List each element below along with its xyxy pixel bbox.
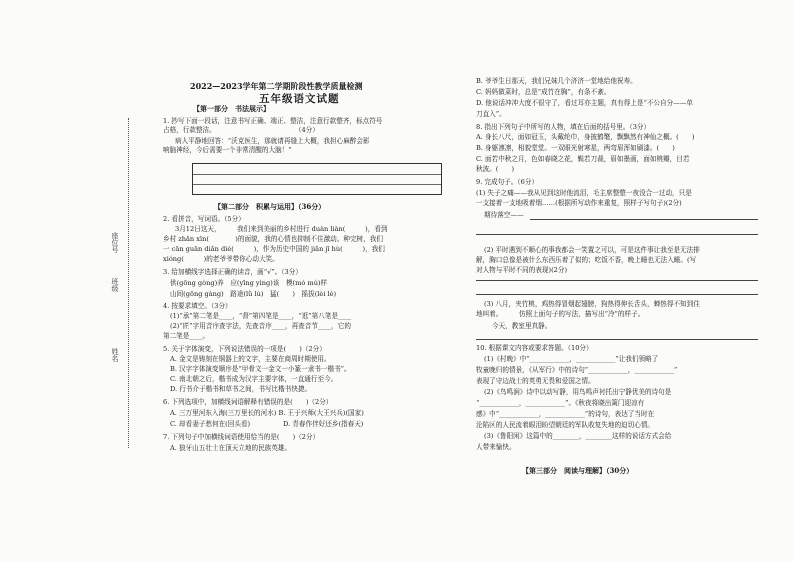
exam-title: 五年级语文试题 — [259, 93, 340, 105]
q4-line: 4. 按要求填空。（3分） — [163, 302, 232, 310]
q9c-line: 地叫着。 仿照上面句子的写法，描写出“冷”的样子。 — [476, 310, 645, 318]
class-label: 班级 — [111, 278, 119, 292]
binding-dotted-line — [128, 118, 129, 448]
q5-line: C. 南北朝之后，楷书成为汉字主要字体，一直通行至今。 — [170, 375, 338, 383]
q7-line: A. 狼牙山五壮士在顶天立地的民族英雄。 — [170, 444, 292, 452]
q10-line: (2)《鸟鸣涧》诗中以动写静，用鸟鸣声衬托出宁静优美的诗句是 — [484, 388, 672, 396]
q8-line: B. 身躯凛凛，相貌堂堂。一双眼光射寒星，两弯眉浑如刷漆。( ) — [476, 144, 675, 152]
q7-cont-line: B. 爷爷生日那天，我们兄妹几个济济一堂地给他祝寿。 — [476, 77, 637, 85]
exam-year-heading: 2022—2023学年第二学期阶段性教学质量检测 — [190, 81, 363, 91]
q10-line: (3)《鲁阳闲》这篇中的________，________这样的说话方式会给 — [484, 432, 672, 440]
q9c-line: (3) 八月，夹竹桃，鸡热得冒烟起翅膀，狗热得伸长舌头，蝉热得不知到住 — [484, 300, 700, 308]
q1-line: 响脑神经，今后需要一个非常清醒的大脑！” — [163, 146, 292, 154]
q9b-answer-line[interactable] — [476, 294, 758, 295]
q7-line: 7. 下列句子中加横线词语使用恰当的是( )（2分） — [163, 433, 320, 441]
q4-line: (1)“承”第二笔是____，“督”第四笔是____，“逛”第八笔是____ — [170, 312, 352, 320]
q4-line: (2)“匠”字用音序查字法，先查音序____，再查音节____，它的 — [170, 322, 351, 330]
q1-line: 占格，行款整洁。 （4分） — [163, 126, 319, 134]
q10-line: 10. 根据课文内容或要求答题。（10分） — [476, 344, 593, 352]
q9b-line: 对人物与平时不同的表现)(2分) — [476, 266, 568, 274]
q10-line: 感》中“____________，____________”的诗句，表达了当时在 — [476, 410, 655, 418]
q9-line: 9. 完成句子。（6分） — [476, 178, 539, 186]
q4-line: 第二笔是____。 — [163, 332, 210, 340]
q3-line: 3. 给加横线字选择正确的读音，画“√”。（3分） — [163, 268, 302, 276]
q5-line: 5. 关于字体演变，下列说法错误的一项是( )（2分） — [163, 345, 326, 353]
q9c-line: 今天，教室里真静。 — [492, 322, 552, 330]
q7-cont-line: D. 他说话冲冲大度不很守了，看过耳亦主题，真有得上是“不公自分——单 — [476, 99, 694, 107]
part3-heading: 【第三部分 阅读与理解】（30分） — [522, 466, 634, 475]
q2-line: xióng( )的老爷爷带你心动大笑。 — [163, 255, 279, 263]
q8-line: A. 身长八尺，面如冠玉，头戴纶巾，身披鹤氅，飘飘然有神仙之概。( ) — [476, 133, 695, 141]
q10-line: 牧童晚归的情景，《从军行》中的诗句“____________，____________” — [476, 366, 678, 374]
q5-line: A. 金文是铸刻在铜器上的文字，主要在商周时期使用。 — [170, 355, 331, 363]
q7-cont-line: 刀直入”。 — [476, 110, 506, 118]
q3-line: 供(gōng gòng)养 应(yīng yìng)该 模(mó mú)样 — [170, 279, 328, 287]
q8-line: 秋波。( ) — [476, 165, 515, 173]
q6-line: A. 三万里河东入海(三万里长的河水) B. 王于兴师(大王兴兵)(国家) — [170, 409, 364, 417]
q10-line: “____________，____________”。《秋夜将晓出篱门迎凉有 — [476, 399, 645, 407]
q8-line: C. 面若中秋之月，色如春晓之花，鬓若刀裁，眉如墨画，面如桃瓣，目若 — [476, 155, 690, 163]
q8-line: 8. 指出下列句子中所写的人物，填在后面的括号里。（3分） — [476, 123, 651, 131]
q2-line: 乡村 zhǎn xīn( )的面貌，我的心情也抑制不住激动。种完树，我们 — [163, 235, 383, 243]
seat-number-label: 座位号 — [111, 232, 119, 253]
q7-cont-line: C. 妈妈做菜时，总是“成竹在胸”，有条不紊。 — [476, 88, 611, 96]
q10-line: 表现了守边战士的英勇无畏和爱国之情。 — [476, 377, 595, 385]
name-label: 姓名 — [111, 348, 119, 362]
q9b-answer-line[interactable] — [476, 280, 758, 281]
q9-answer-line[interactable] — [530, 219, 758, 220]
q9-line: (1) 失子之痛——我从见到这时他流泪，毛主席整整一夜没合一过动，只是 — [476, 189, 692, 197]
q1-line: 病人平静地回答：“沃克医生，那就请再缝上大概，我担心麻醉会影 — [175, 137, 370, 145]
q9b-line: (2) 平时遇到不顺心的事我都会一笑置之可以，可是这件事让我至是无法排 — [484, 246, 700, 254]
part2-heading: 【第二部分 积累与运用】（36分） — [214, 202, 326, 211]
q10-line: 人带来愉快。 — [476, 443, 516, 451]
q6-line: C. 却看妻子愁何在(回头看) D. 青春作伴好还乡(指春天) — [170, 420, 364, 428]
part1-heading: 【第一部分 书法展示】 — [193, 104, 270, 113]
copy-writing-grid[interactable] — [192, 163, 442, 195]
q2-line: 2. 看拼音，写词语。（5分） — [163, 215, 245, 223]
q1-line: 1. 抄写下面一段话，注意书写正确、端正、整洁，注意行款整齐，标点符号 — [163, 117, 383, 125]
q9b-line: 解，胸口总像是被什么东西压着了似的；吃饭不香，晚上睡也无法入睡。(写 — [476, 256, 697, 264]
q9c-answer-line[interactable] — [476, 339, 758, 340]
q5-line: D. 行书介于楷书和草书之间，书写比楷书快捷。 — [170, 385, 312, 393]
q9-line: 一支接着一支地吸着烟……(根据所写动作来重复，照样子写句子)(2分) — [476, 199, 682, 207]
q10-line: (1)《村晚》中“____________，____________”让我们领略了 — [484, 355, 659, 363]
q6-line: 6. 下列选项中，加横线词语解释有错误的是( )（2分） — [163, 398, 333, 406]
q3-line: 山间(gōng gàng) 路途(lǜ lù) 猛( ) 摇拔(lèi lè) — [170, 290, 337, 298]
q9-answer-line[interactable] — [476, 234, 758, 235]
q2-line: 3月12日这天， 我们来到美丽的乡村进行 duàn liàn( )，看到 — [175, 225, 388, 233]
q5-line: B. 汉字字体演变顺序是“甲骨文一金文一小篆一隶书一楷书”。 — [170, 365, 351, 373]
q9-line: 期待落空—— — [484, 211, 524, 219]
q10-line: 沦陷区的人民流着眼泪盼望朝廷的军队收复失地的迫切心情。 — [476, 421, 655, 429]
q2-line: 一 cān guān diǎn dié( )，作为历史中国的 jiǎn jī hù( )，我们 — [163, 245, 385, 253]
